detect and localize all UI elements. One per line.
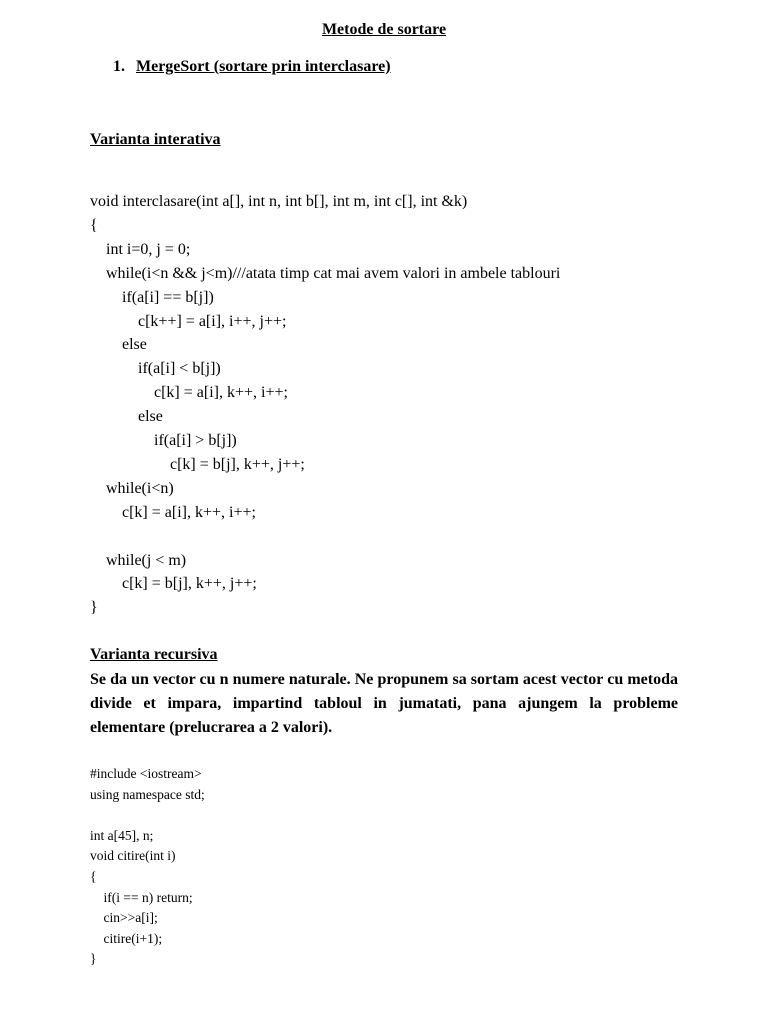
code-line: { [90,216,98,234]
code-line: while(i<n && j<m)///atata timp cat mai avem valori in ambele tablouri [90,264,561,282]
code-line: c[k] = a[i], k++, i++; [90,384,288,402]
code-line: c[k++] = a[i], i++, j++; [90,312,287,330]
code-line: { [90,868,97,884]
recursive-heading: Varianta recursiva [90,646,218,663]
code-line: if(a[i] > b[j]) [90,432,237,450]
code-line: else [90,408,163,426]
code-line: c[k] = b[j], k++, j++; [90,455,305,473]
page-title: Metode de sortare [321,21,447,38]
code-line: if(a[i] < b[j]) [90,360,221,378]
code-line: #include <iostream> [90,766,202,781]
code-line [90,805,205,826]
section-heading [113,57,391,77]
code-line: int i=0, j = 0; [90,240,191,258]
code-line: c[k] = a[i], k++, i++; [90,503,256,521]
code-line: while(i<n) [90,479,174,497]
code-line: } [90,599,98,617]
recursive-code-block [90,764,205,970]
section-number: 1. [113,58,125,75]
code-line: if(i == n) return; [90,889,193,905]
code-line: void interclasare(int a[], int n, int b[], int m, int c[], int &k) [90,193,468,210]
code-line: citire(i+1); [90,930,163,946]
code-line: cin>>a[i]; [90,910,158,926]
code-line: while(j < m) [90,551,187,569]
code-line: using namespace std; [90,786,205,802]
code-line: void citire(int i) [90,848,176,864]
code-line [90,525,560,549]
iterative-code-block [90,190,560,620]
recursive-description: Se da un vector cu n numere naturale. Ne propunem sa sortam acest vector cu metoda divide et impara, impartind tabloul in jumatati, pana ajungem la probleme elementare (prelucrarea a 2 valori). [90,671,678,736]
code-line: if(a[i] == b[j]) [90,288,214,306]
code-line: else [90,336,147,354]
code-line: } [90,951,97,967]
code-line: int a[45], n; [90,827,154,843]
iterative-heading: Varianta interativa [90,131,221,148]
section-title: MergeSort (sortare prin interclasare) [136,58,391,75]
code-line: c[k] = b[j], k++, j++; [90,575,257,593]
